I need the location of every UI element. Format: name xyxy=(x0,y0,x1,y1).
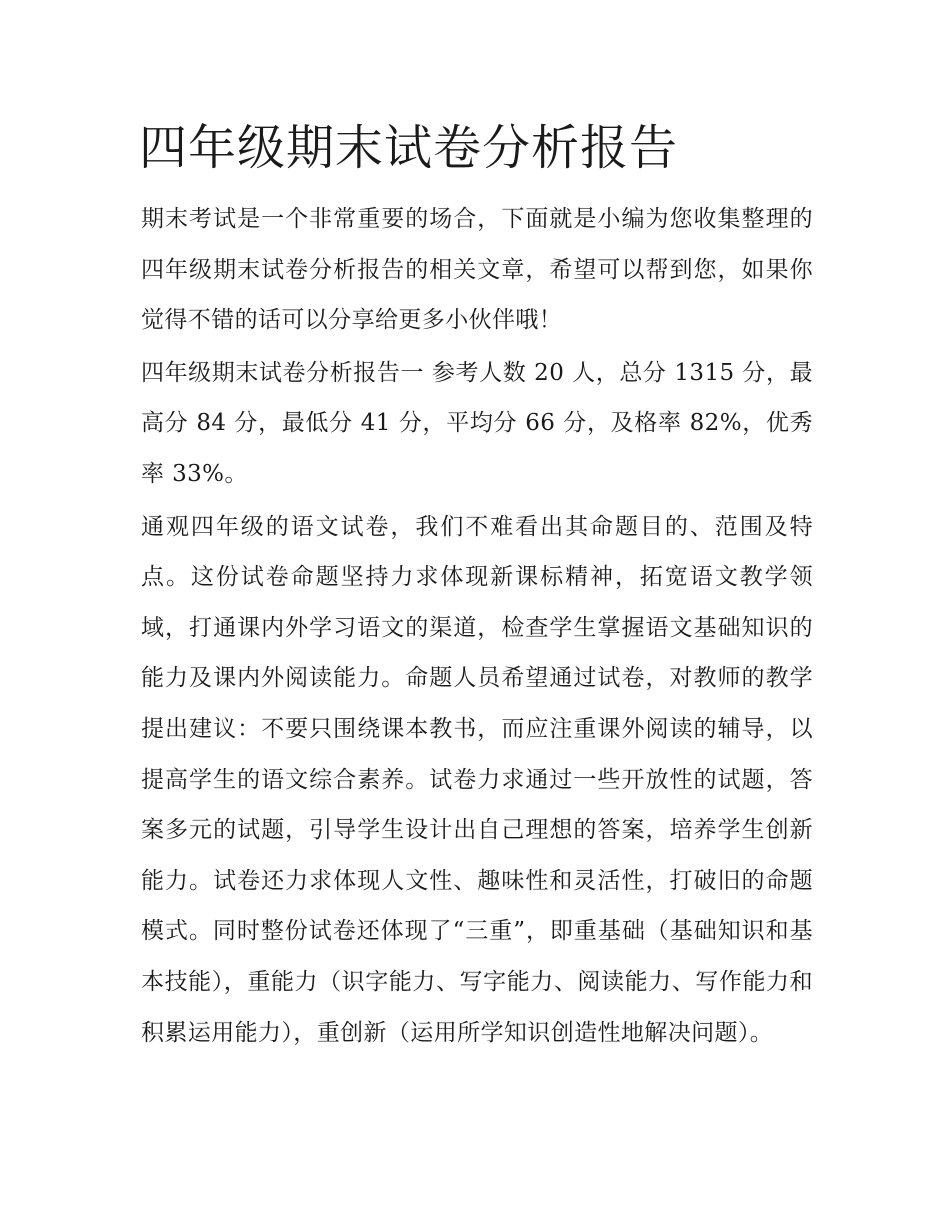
page-title: 四年级期末试卷分析报告 xyxy=(139,120,679,176)
document-page xyxy=(141,112,813,1058)
statistics-paragraph: 四年级期末试卷分析报告一 参考人数 20 人，总分 1315 分，最高分 84 分，最低分 41 分，平均分 66 分，及格率 82%，优秀率 33%。 xyxy=(141,359,813,487)
analysis-paragraph: 通观四年级的语文试卷，我们不难看出其命题目的、范围及特点。这份试卷命题坚持力求体现新课标精神，拓宽语文教学领域，打通课内外学习语文的渠道，检查学生掌握语文基础知识的能力及课内外阅读能力。命题人员希望通过试卷，对教师的教学提出建议：不要只围绕课本教书，而应注重课外阅读的辅导，以提高学生的语文综合素养。试卷力求通过一些开放性的试题，答案多元的试题，引导学生设计出自己理想的答案，培养学生创新能力。试卷还力求体现人文性、趣味性和灵活性，打破旧的命题模式。同时整份试卷还体现了“三重”，即重基础（基础知识和基本技能），重能力（识字能力、写字能力、阅读能力、写作能力和积累运用能力），重创新（运用所学知识创造性地解决问题）。 xyxy=(141,513,813,1046)
intro-paragraph: 期末考试是一个非常重要的场合，下面就是小编为您收集整理的四年级期末试卷分析报告的相关文章，希望可以帮到您，如果你觉得不错的话可以分享给更多小伙伴哦！ xyxy=(141,206,813,334)
